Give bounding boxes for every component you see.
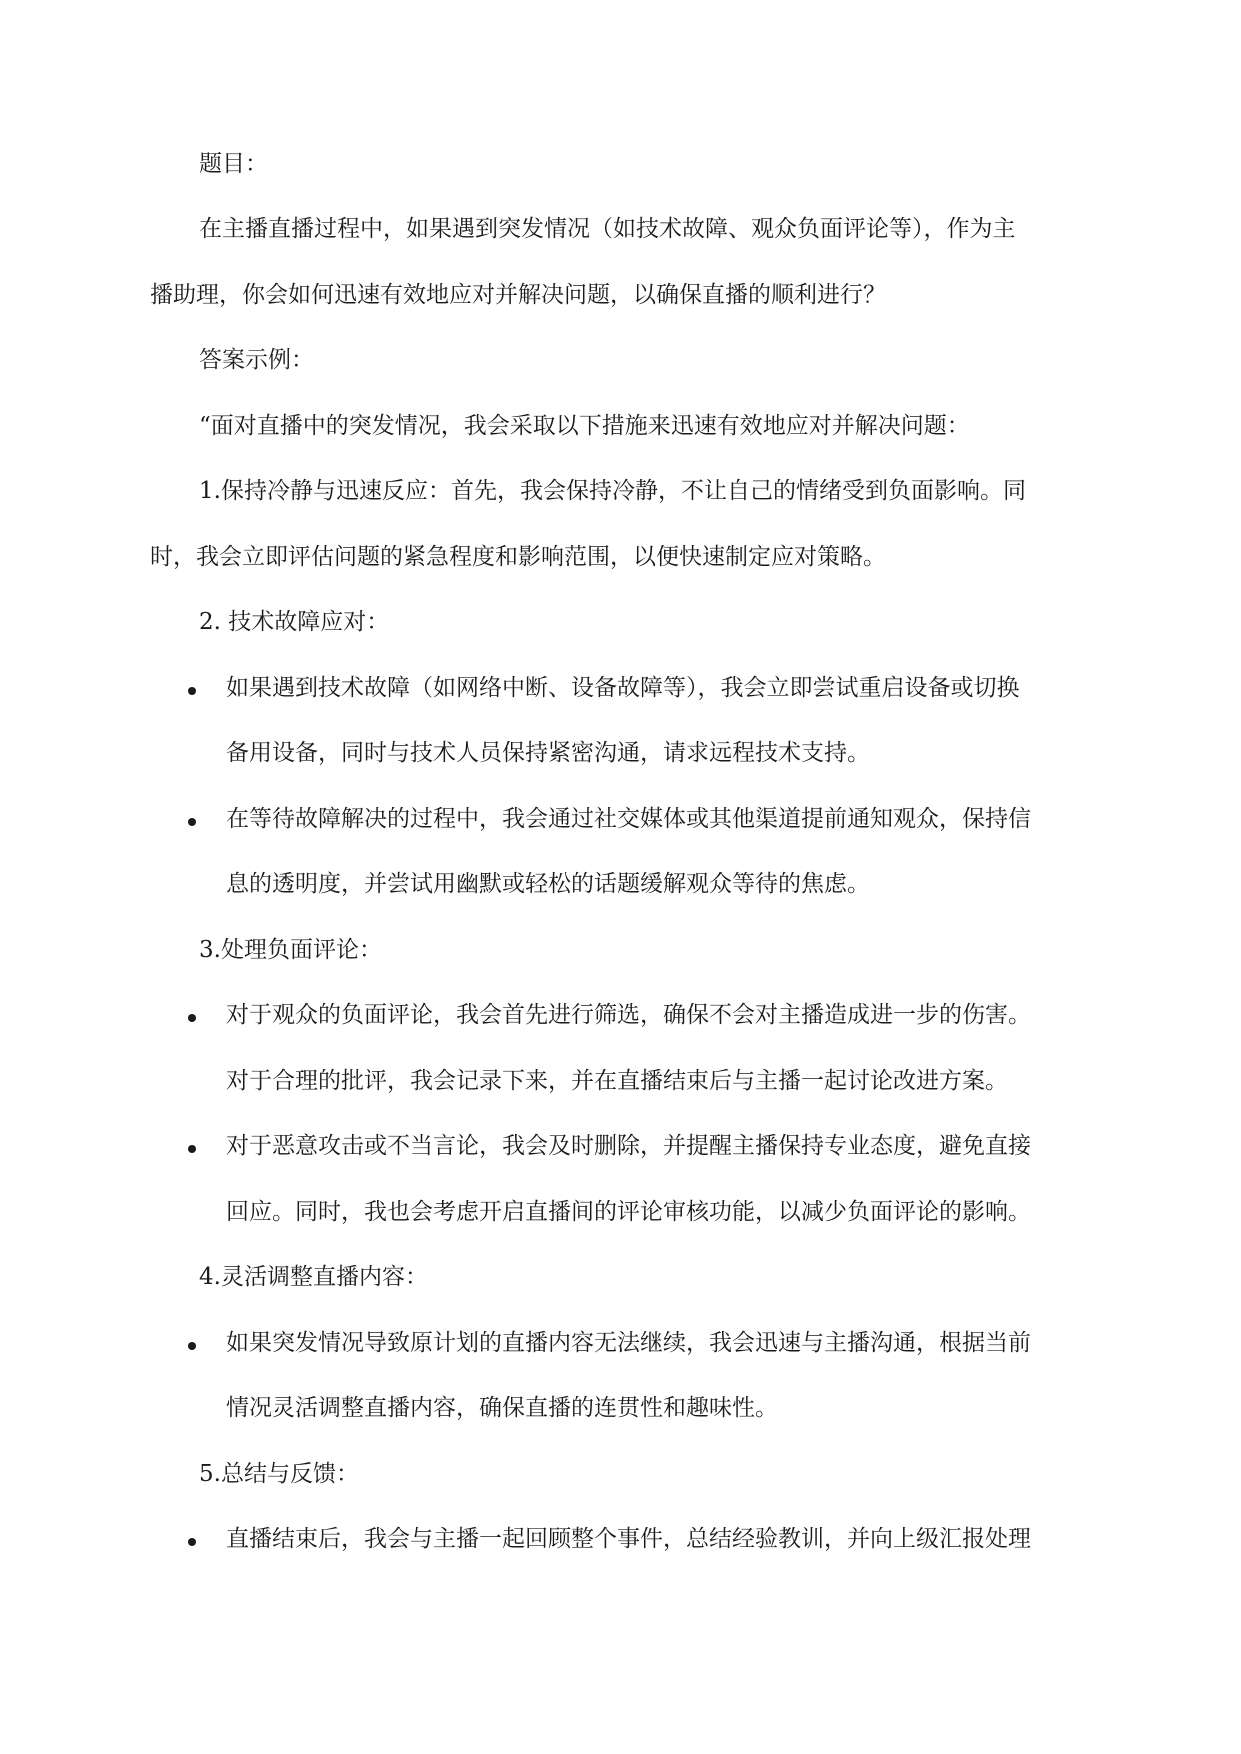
section-3-bullet-2-line-1: 对于恶意攻击或不当言论，我会及时删除，并提醒主播保持专业态度，避免直接: [226, 1133, 1031, 1159]
section-2-bullet-1-line-2: 备用设备，同时与技术人员保持紧密沟通，请求远程技术支持。: [226, 740, 870, 766]
section-3-heading: 3.处理负面评论：: [199, 937, 382, 963]
bullet-icon: [188, 1014, 196, 1022]
section-3-bullet-2-line-2: 回应。同时，我也会考虑开启直播间的评论审核功能，以减少负面评论的影响。: [226, 1199, 1031, 1225]
section-3-bullet-1-line-1: 对于观众的负面评论，我会首先进行筛选，确保不会对主播造成进一步的伤害。: [226, 1002, 1031, 1028]
answer-label: 答案示例：: [199, 347, 314, 373]
question-text-line-2: 播助理，你会如何迅速有效地应对并解决问题，以确保直播的顺利进行？: [150, 282, 886, 308]
section-4-bullet-1-line-1: 如果突发情况导致原计划的直播内容无法继续，我会迅速与主播沟通，根据当前: [226, 1330, 1031, 1356]
section-2-bullet-1-line-1: 如果遇到技术故障（如网络中断、设备故障等），我会立即尝试重启设备或切换: [226, 675, 1020, 701]
section-1-line-2: 时，我会立即评估问题的紧急程度和影响范围，以便快速制定应对策略。: [150, 544, 886, 570]
answer-intro: “面对直播中的突发情况，我会采取以下措施来迅速有效地应对并解决问题：: [199, 413, 970, 439]
section-2-bullet-2-line-2: 息的透明度，并尝试用幽默或轻松的话题缓解观众等待的焦虑。: [226, 871, 870, 897]
section-4-bullet-1-line-2: 情况灵活调整直播内容，确保直播的连贯性和趣味性。: [226, 1395, 778, 1421]
bullet-icon: [188, 1145, 196, 1153]
section-5-heading: 5.总结与反馈：: [199, 1461, 359, 1487]
section-1-line-1: 1.保持冷静与迅速反应：首先，我会保持冷静，不让自己的情绪受到负面影响。同: [199, 478, 1026, 504]
bullet-icon: [188, 1538, 196, 1546]
bullet-icon: [188, 818, 196, 826]
question-text-line-1: 在主播直播过程中，如果遇到突发情况（如技术故障、观众负面评论等），作为主: [199, 216, 1016, 242]
section-5-bullet-1-line-1: 直播结束后，我会与主播一起回顾整个事件，总结经验教训，并向上级汇报处理: [226, 1526, 1031, 1552]
section-2-heading: 2. 技术故障应对：: [199, 609, 390, 635]
section-4-heading: 4.灵活调整直播内容：: [199, 1264, 428, 1290]
section-2-bullet-2-line-1: 在等待故障解决的过程中，我会通过社交媒体或其他渠道提前通知观众，保持信: [226, 806, 1031, 832]
bullet-icon: [188, 687, 196, 695]
section-3-bullet-1-line-2: 对于合理的批评，我会记录下来，并在直播结束后与主播一起讨论改进方案。: [226, 1068, 1008, 1094]
bullet-icon: [188, 1342, 196, 1350]
question-label: 题目：: [199, 151, 268, 177]
